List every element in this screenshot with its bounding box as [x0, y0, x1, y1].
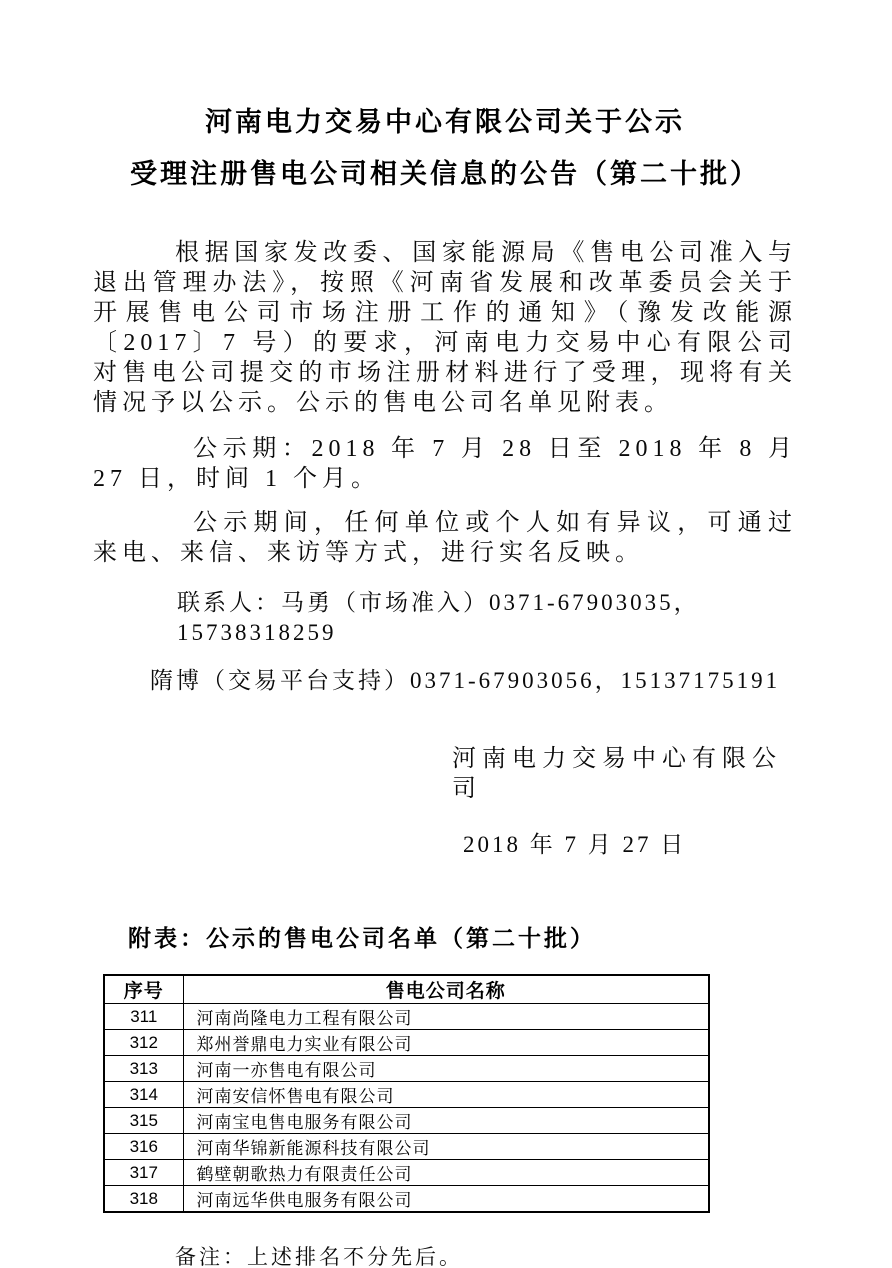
- cell-serial-number: 313: [104, 1056, 183, 1082]
- signature-date: 2018 年 7 月 27 日: [463, 832, 687, 857]
- table-row: [104, 1160, 709, 1186]
- table-body: [104, 1004, 709, 1213]
- table-row: [104, 1004, 709, 1030]
- table-header-serial-number: 序号: [104, 975, 183, 1004]
- paragraph-publicity-period: 公示期：2018 年 7 月 28 日至 2018 年 8 月 27 日，时间 1 个月。: [93, 436, 797, 492]
- cell-company-name: 河南远华供电服务有限公司: [183, 1186, 709, 1213]
- attachment-heading: 附表：公示的售电公司名单（第二十批）: [128, 925, 596, 951]
- table-row: [104, 1108, 709, 1134]
- paragraph-objection-channels: 公示期间，任何单位或个人如有异议，可通过来电、来信、来访等方式，进行实名反映。: [93, 510, 797, 566]
- company-list-table: [103, 974, 710, 1213]
- cell-serial-number: 316: [104, 1134, 183, 1160]
- cell-company-name: 河南尚隆电力工程有限公司: [183, 1004, 709, 1030]
- contact-line-market-access: 联系人：马勇（市场准入）0371-67903035，15738318259: [177, 590, 700, 645]
- paragraph-basis: 根据国家发改委、国家能源局《售电公司准入与退出管理办法》，按照《河南省发展和改革委员会关于开展售电公司市场注册工作的通知》（豫发改能源〔2017〕7 号）的要求，河南电力交易中心有限公司对售电公司提交的市场注册材料进行了受理，现将有关情况予以公示。公示的售电公司名单见附表。: [93, 240, 797, 416]
- cell-company-name: 河南安信怀售电有限公司: [183, 1082, 709, 1108]
- table-header-row: [104, 975, 709, 1004]
- cell-serial-number: 317: [104, 1160, 183, 1186]
- cell-serial-number: 311: [104, 1004, 183, 1030]
- note-text: 备注：上述排名不分先后。: [175, 1245, 463, 1268]
- cell-company-name: 河南一亦售电有限公司: [183, 1056, 709, 1082]
- cell-serial-number: 312: [104, 1030, 183, 1056]
- cell-company-name: 郑州誉鼎电力实业有限公司: [183, 1030, 709, 1056]
- cell-serial-number: 314: [104, 1082, 183, 1108]
- document-title-line2: 受理注册售电公司相关信息的公告（第二十批）: [130, 159, 760, 189]
- cell-serial-number: 315: [104, 1108, 183, 1134]
- cell-company-name: 鹤壁朝歌热力有限责任公司: [183, 1160, 709, 1186]
- table-row: [104, 1186, 709, 1213]
- table-row: [104, 1056, 709, 1082]
- contact-line-platform-support: 隋博（交易平台支持）0371-67903056，15137175191: [150, 668, 781, 693]
- cell-company-name: 河南宝电售电服务有限公司: [183, 1108, 709, 1134]
- cell-company-name: 河南华锦新能源科技有限公司: [183, 1134, 709, 1160]
- table-header-company-name: 售电公司名称: [183, 975, 709, 1004]
- document-title-line1: 河南电力交易中心有限公司关于公示: [205, 107, 685, 137]
- table-row: [104, 1134, 709, 1160]
- table-row: [104, 1082, 709, 1108]
- cell-serial-number: 318: [104, 1186, 183, 1213]
- signature-organization: 河南电力交易中心有限公司: [452, 746, 782, 802]
- table-row: [104, 1030, 709, 1056]
